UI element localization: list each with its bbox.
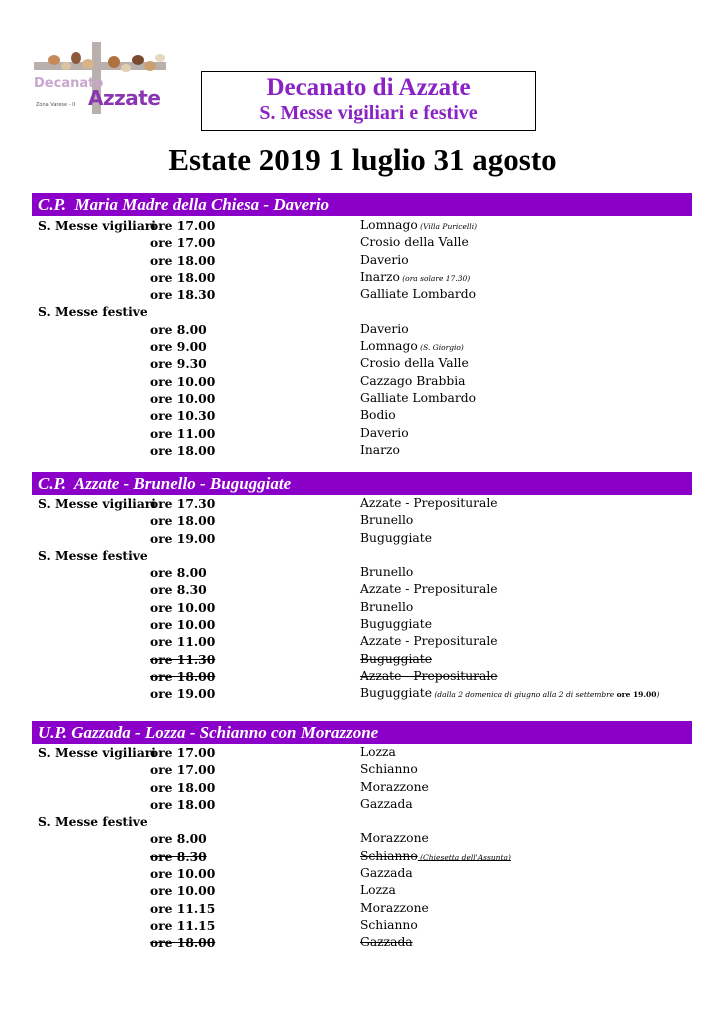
mass-time: ore 18.30 xyxy=(150,287,216,303)
mass-type-label: S. Messe festive xyxy=(38,304,148,320)
section-header: U.P. Gazzada - Lozza - Schianno con Morazzone xyxy=(32,721,692,744)
mass-time: ore 11.00 xyxy=(150,634,216,650)
mass-location: Brunello xyxy=(360,513,414,528)
schedule-row xyxy=(0,599,725,616)
mass-time: ore 17.30 xyxy=(150,496,216,511)
schedule-row xyxy=(0,616,725,633)
header-title-box xyxy=(201,71,536,131)
schedule-row xyxy=(0,530,725,547)
mass-location: Lozza xyxy=(360,883,396,898)
mass-location: Lomnago (Villa Puricelli) xyxy=(360,218,478,232)
mass-location: Cazzago Brabbia xyxy=(360,373,466,388)
header-title: Decanato di Azzate xyxy=(266,74,471,101)
schedule-row xyxy=(0,633,725,650)
schedule-row xyxy=(0,286,725,303)
location-note: (Villa Puricelli) xyxy=(417,222,478,231)
mass-time: ore 18.00 xyxy=(150,442,216,458)
mass-time: ore 10.00 xyxy=(150,373,216,389)
schedule-row xyxy=(0,407,725,424)
mass-time: ore 18.00 xyxy=(150,935,216,951)
schedule-row xyxy=(0,321,725,338)
location-note: (Chiesetta dell'Assunta) xyxy=(417,852,511,862)
mass-time: ore 18.00 xyxy=(150,513,216,529)
mass-time: ore 17.00 xyxy=(150,745,216,760)
mass-location: Azzate - Prepositurale xyxy=(360,496,498,510)
mass-time: ore 9.00 xyxy=(150,339,207,355)
mass-location: Gazzada xyxy=(360,796,413,811)
mass-time: ore 8.30 xyxy=(150,848,207,864)
mass-location: Morazzone xyxy=(360,779,429,794)
mass-location: Galliate Lombardo xyxy=(360,390,476,405)
mass-time: ore 17.00 xyxy=(150,235,216,251)
mass-location: Inarzo (ora solare 17.30) xyxy=(360,269,471,284)
schedule-row xyxy=(0,425,725,442)
logo-zone-text: Zona Varese - II xyxy=(36,102,76,108)
logo-word-decanato: Decanato xyxy=(34,76,104,91)
mass-type-label: S. Messe vigiliari xyxy=(38,745,156,760)
mass-location: Inarzo xyxy=(360,442,400,457)
mass-type-label: S. Messe vigiliari xyxy=(38,218,156,233)
mass-time: ore 11.15 xyxy=(150,900,216,916)
schedule-row xyxy=(0,761,725,778)
schedule-row xyxy=(0,813,725,830)
mass-location: Daverio xyxy=(360,252,409,267)
schedule-row xyxy=(0,830,725,847)
mass-time: ore 8.00 xyxy=(150,831,207,847)
location-note-time: ore 19.00 xyxy=(616,690,657,700)
schedule-row xyxy=(0,234,725,251)
section-header: C.P. Maria Madre della Chiesa - Daverio xyxy=(32,193,692,216)
schedule-row xyxy=(0,547,725,564)
schedule-row xyxy=(0,900,725,917)
mass-time: ore 10.00 xyxy=(150,866,216,882)
mass-time: ore 18.00 xyxy=(150,252,216,268)
schedule-row xyxy=(0,865,725,882)
mass-location: Buguggiate xyxy=(360,651,432,666)
mass-location: Buguggiate xyxy=(360,617,432,632)
schedule-row xyxy=(0,338,725,355)
mass-location: Brunello xyxy=(360,565,414,580)
mass-time: ore 10.00 xyxy=(150,617,216,633)
mass-time: ore 18.00 xyxy=(150,269,216,285)
section-header: C.P. Azzate - Brunello - Buguggiate xyxy=(32,472,692,495)
schedule-row xyxy=(0,744,725,761)
mass-location: Buguggiate xyxy=(360,530,432,545)
mass-location: Morazzone xyxy=(360,900,429,915)
mass-location: Gazzada xyxy=(360,935,413,950)
mass-location: Azzate - Prepositurale xyxy=(360,634,498,649)
mass-type-label: S. Messe festive xyxy=(38,547,148,563)
mass-location: Bodio xyxy=(360,408,396,423)
mass-time: ore 9.30 xyxy=(150,356,207,372)
schedule-row xyxy=(0,355,725,372)
mass-location: Schianno xyxy=(360,917,418,932)
mass-time: ore 11.30 xyxy=(150,651,216,667)
location-note: (S. Giorgio) xyxy=(417,343,464,353)
schedule-row xyxy=(0,217,725,234)
schedule-row xyxy=(0,252,725,269)
mass-location: Brunello xyxy=(360,599,414,614)
mass-time: ore 10.00 xyxy=(150,599,216,615)
mass-time: ore 8.00 xyxy=(150,565,207,581)
schedule-row xyxy=(0,848,725,865)
mass-time: ore 18.00 xyxy=(150,779,216,795)
schedule-row xyxy=(0,495,725,512)
mass-location: Galliate Lombardo xyxy=(360,287,476,302)
mass-location: Azzate - Prepositurale xyxy=(360,582,498,597)
section-rows xyxy=(0,217,725,459)
schedule-row xyxy=(0,882,725,899)
mass-location: Schianno (Chiesetta dell'Assunta) xyxy=(360,848,511,863)
mass-time: ore 10.00 xyxy=(150,883,216,899)
mass-location: Crosio della Valle xyxy=(360,235,469,250)
schedule-row xyxy=(0,303,725,320)
mass-time: ore 18.00 xyxy=(150,796,216,812)
location-note: (ora solare 17.30) xyxy=(399,273,471,283)
mass-location: Gazzada xyxy=(360,866,413,881)
schedule-row xyxy=(0,917,725,934)
mass-time: ore 10.00 xyxy=(150,390,216,406)
schedule-row xyxy=(0,269,725,286)
mass-location: Buguggiate (dalla 2 domenica di giugno alla 2 di settembre ore 19.00) xyxy=(360,686,660,701)
mass-location: Schianno xyxy=(360,762,418,777)
mass-time: ore 17.00 xyxy=(150,218,216,233)
schedule-row xyxy=(0,779,725,796)
logo-word-azzate: Azzate xyxy=(88,86,161,110)
schedule-row xyxy=(0,581,725,598)
schedule-row xyxy=(0,564,725,581)
schedule-row xyxy=(0,668,725,685)
schedule-row xyxy=(0,442,725,459)
mass-location: Azzate - Prepositurale xyxy=(360,668,498,683)
mass-type-label: S. Messe vigiliari xyxy=(38,496,156,511)
schedule-row xyxy=(0,373,725,390)
mass-time: ore 8.30 xyxy=(150,582,207,598)
mass-type-label: S. Messe festive xyxy=(38,814,148,830)
mass-time: ore 19.00 xyxy=(150,530,216,546)
header-subtitle: S. Messe vigiliari e festive xyxy=(259,102,478,124)
mass-location: Daverio xyxy=(360,321,409,336)
schedule-row xyxy=(0,796,725,813)
mass-time: ore 19.00 xyxy=(150,686,216,702)
schedule-row xyxy=(0,651,725,668)
location-note: (dalla 2 domenica di giugno alla 2 di settembre ore 19.00) xyxy=(431,690,660,700)
mass-location: Crosio della Valle xyxy=(360,356,469,371)
mass-location: Lomnago (S. Giorgio) xyxy=(360,339,464,354)
mass-time: ore 10.30 xyxy=(150,408,216,424)
page-title: Estate 2019 1 luglio 31 agosto xyxy=(168,142,557,177)
schedule-row xyxy=(0,685,725,702)
mass-time: ore 8.00 xyxy=(150,321,207,337)
mass-time: ore 18.00 xyxy=(150,668,216,684)
schedule-row xyxy=(0,934,725,951)
mass-time: ore 11.15 xyxy=(150,917,216,933)
mass-location: Daverio xyxy=(360,425,409,440)
mass-location: Morazzone xyxy=(360,831,429,846)
section-rows xyxy=(0,495,725,703)
decanato-logo xyxy=(34,42,166,114)
schedule-row xyxy=(0,512,725,529)
schedule-row xyxy=(0,390,725,407)
mass-location: Lozza xyxy=(360,745,396,759)
mass-time: ore 17.00 xyxy=(150,762,216,778)
mass-time: ore 11.00 xyxy=(150,425,216,441)
section-rows xyxy=(0,744,725,952)
